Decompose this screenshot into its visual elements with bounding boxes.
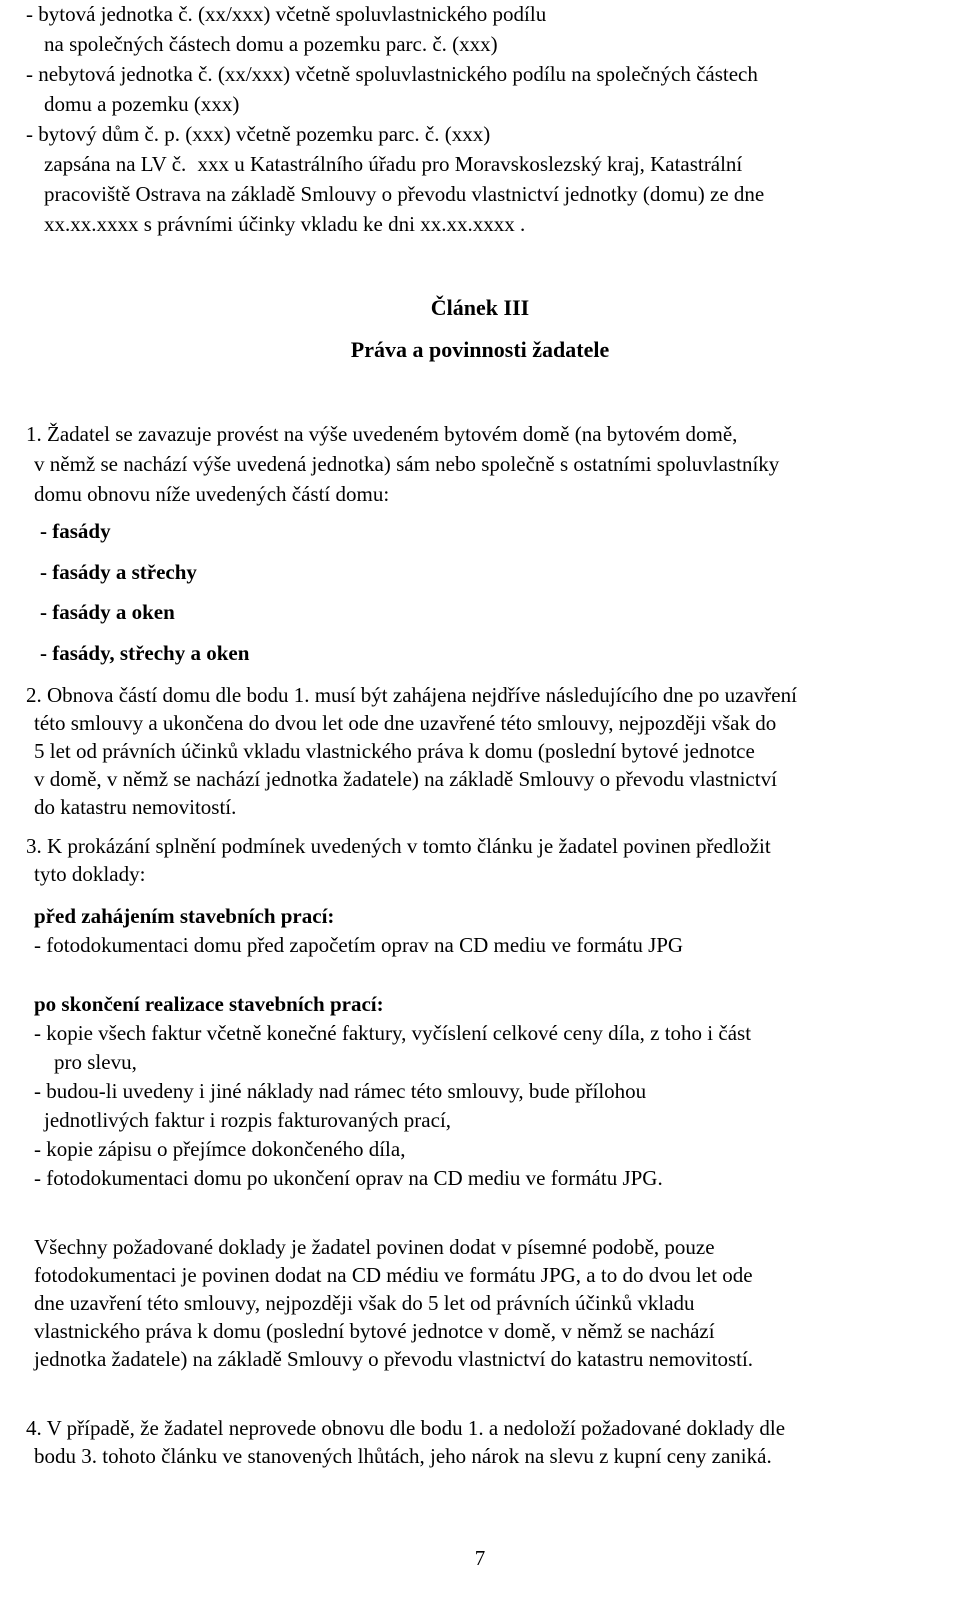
para1-line: v němž se nachází výše uvedená jednotka) sám nebo společně s ostatními spoluvlastníky — [34, 452, 780, 476]
page-number: 7 — [474, 1546, 486, 1570]
para1-line: 1. Žadatel se zavazuje provést na výše uvedeném bytovém domě (na bytovém domě, — [26, 422, 738, 446]
note-line: dne uzavření této smlouvy, nejpozději však do 5 let od právních účinků vkladu — [34, 1291, 695, 1315]
para2-line: v domě, v němž se nachází jednotka žadatele) na základě Smlouvy o převodu vlastnictví — [34, 767, 777, 791]
before-works-heading: před zahájením stavebních prací: — [34, 904, 335, 928]
note-line: fotodokumentaci je povinen dodat na CD médiu ve formátu JPG, a to do dvou let ode — [34, 1263, 753, 1287]
intro-lv-line — [44, 154, 938, 175]
note-line: jednotka žadatele) na základě Smlouvy o převodu vlastnictví do katastru nemovitostí. — [34, 1347, 754, 1371]
after-works-item: - kopie zápisu o přejímce dokončeného díla, — [34, 1137, 406, 1161]
intro-line: na společných částech domu a pozemku parc. č. (xxx) — [44, 32, 498, 56]
article-number: Článek III — [430, 295, 530, 320]
before-works-item: - fotodokumentaci domu před započetím oprav na CD mediu ve formátu JPG — [34, 933, 684, 957]
intro-lv-rest: xxx u Katastrálního úřadu pro Moravskoslezský kraj, Katastrální — [197, 152, 743, 176]
para2-line: do katastru nemovitostí. — [34, 795, 237, 819]
para3-line: tyto doklady: — [34, 862, 146, 886]
after-works-item: pro slevu, — [54, 1050, 137, 1074]
intro-lv-label: zapsána na LV č. — [44, 152, 187, 176]
para2-line: této smlouvy a ukončena do dvou let ode dne uzavřené této smlouvy, nejpozději však do — [34, 711, 777, 735]
option-item: - fasády, střechy a oken — [40, 641, 250, 665]
para2-line: 2. Obnova částí domu dle bodu 1. musí být zahájena nejdříve následujícího dne po uzavření — [26, 683, 797, 707]
option-item: - fasády a střechy — [40, 560, 197, 584]
option-item: - fasády — [40, 519, 111, 543]
intro-line: - bytový dům č. p. (xxx) včetně pozemku parc. č. (xxx) — [26, 122, 491, 146]
intro-line: - nebytová jednotka č. (xx/xxx) včetně spoluvlastnického podílu na společných částech — [26, 62, 758, 86]
note-line: vlastnického práva k domu (poslední bytové jednotce v domě, v němž se nachází — [34, 1319, 715, 1343]
after-works-heading: po skončení realizace stavebních prací: — [34, 992, 384, 1016]
para4-line: 4. V případě, že žadatel neprovede obnovu dle bodu 1. a nedoloží požadované doklady dle — [26, 1416, 786, 1440]
intro-line: pracoviště Ostrava na základě Smlouvy o převodu vlastnictví jednotky (domu) ze dne — [44, 182, 765, 206]
para1-line: domu obnovu níže uvedených částí domu: — [34, 482, 390, 506]
after-works-item: - budou-li uvedeny i jiné náklady nad rámec této smlouvy, bude přílohou — [34, 1079, 647, 1103]
intro-line: domu a pozemku (xxx) — [44, 92, 240, 116]
para3-line: 3. K prokázání splnění podmínek uvedených v tomto článku je žadatel povinen předložit — [26, 834, 771, 858]
after-works-item: jednotlivých faktur i rozpis fakturovaných prací, — [44, 1108, 452, 1132]
after-works-item: - fotodokumentaci domu po ukončení oprav na CD mediu ve formátu JPG. — [34, 1166, 663, 1190]
after-works-item: - kopie všech faktur včetně konečné faktury, vyčíslení celkové ceny díla, z toho i část — [34, 1021, 752, 1045]
note-line: Všechny požadované doklady je žadatel povinen dodat v písemné podobě, pouze — [34, 1235, 715, 1259]
intro-line: - bytová jednotka č. (xx/xxx) včetně spoluvlastnického podílu — [26, 2, 547, 26]
option-item: - fasády a oken — [40, 600, 175, 624]
para2-line: 5 let od právních účinků vkladu vlastnického práva k domu (poslední bytové jednotce — [34, 739, 755, 763]
article-title: Práva a povinnosti žadatele — [350, 337, 610, 362]
intro-line: xx.xx.xxxx s právními účinky vkladu ke dni xx.xx.xxxx . — [44, 212, 526, 236]
para4-line: bodu 3. tohoto článku ve stanovených lhůtách, jeho nárok na slevu z kupní ceny zaniká. — [34, 1444, 772, 1468]
